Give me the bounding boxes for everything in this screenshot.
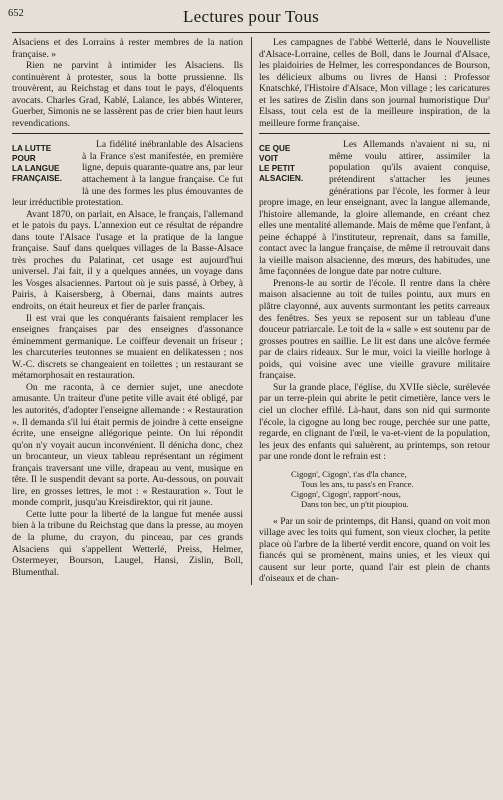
poem-refrain (291, 469, 490, 510)
heading-line: CE QUE (259, 144, 291, 154)
heading-line: FRANÇAISE. (12, 174, 63, 184)
heading-line: ALSACIEN. (259, 174, 304, 184)
paragraph: Cette lutte pour la liberté de la langue fut menée aussi bien à la tribune du Reichstag que dans la presse, au moyen de la plume, du crayon, du pinceau, par ces grands Alsaciens qui s'appellent Wetterlé, Preiss, Helmer, Ostermeyer, Bourson, Laugel, Hansi, Zislin, Boll, Blumenthal. (12, 508, 243, 578)
poem-line: Cigogn', Cigogn', t'as d'la chance, (291, 468, 407, 479)
section-heading-langue (12, 144, 74, 184)
heading-line: POUR (12, 154, 36, 164)
paragraph: Les Allemands n'avaient ni su, ni même voulu attirer, assimiler la population qu'ils avaient conquise, prétendirent s'attacher les jeunes générations par l'école, les former à leur propre image, en leur enseignant, avec la langue allemande, l'histoire allemande, la gloire allemande, en créant chez elles une mentalité allemande. Mais de même que l'enfant, à peine échappé à l'instituteur, reprenait, dans sa famille, contact avec la langue française, de même il retrouvait dans la vieille maison alsacienne, des mœurs, des habitudes, une âme façonnées de longue date par notre culture. (259, 139, 490, 278)
paragraph: Alsaciens et des Lorrains à rester membres de la nation française. » (12, 37, 243, 60)
text-columns (12, 37, 490, 585)
paragraph: La fidélité inébranlable des Alsaciens à la France s'est manifestée, en première ligne, depuis quarante-quatre ans, par leur attachement à la langue française. Ce fut là une des formes les plus émouvantes de leur irréductible protestation. (12, 139, 243, 209)
paragraph: On me raconta, à ce dernier sujet, une anecdote amusante. Un traiteur d'une petite ville avait été obligé, par les autorités, d'adopter l'enseigne allemande : « Restauration ». Il demanda s'il lui était permis de joindre à cette enseigne écrite, une enseigne allégorique peinte. On lui répondit qu'on n'y voyait aucun inconvénient. Il dénicha donc, chez un brocanteur, un vieux tableau représentant un régiment français traversant une ville, drapeau au vent, musique en tête. Il le suspendit devant sa porte. Au-dessous, on pouvait lire, en grosses lettres, le mot : « Restauration ». Tout le monde comprit, jusqu'au Kreisdirektor, qui rit jaune. (12, 381, 243, 509)
paragraph: Les campagnes de l'abbé Wetterlé, dans le Nouvelliste d'Alsace-Lorraine, celles de Boll, dans le Journal d'Alsace, les plaidoiries de Helmer, les correspondances de Bourson, les délicieux albums ou livres de Hansi : Professor Knatschké, l'Histoire d'Alsace, Mon village ; les caricatures et les satires de Zislin dans son journal humoristique Dur' Elsass, tout cela est de la meilleure inspiration, de la meilleure forme française. (259, 37, 490, 129)
column-divider (251, 37, 252, 585)
paragraph: « Par un soir de printemps, dit Hansi, quand on voit mon village avec les toits qui fument, son vieux clocher, la petite place où l'arbre de la liberté verdit encore, quand on voit les fiancés qui se promènent, mains unies, et les vieux qui causent sur leur porte, quand l'air est plein de chants d'oiseaux et de chan- (259, 515, 490, 585)
heading-line: LA LANGUE (12, 164, 60, 174)
right-column (259, 37, 490, 585)
poem-line: Cigogn', Cigogn', rapport'-nous, (291, 489, 401, 500)
page-title: Lectures pour Tous (182, 7, 320, 26)
paragraph: Avant 1870, on parlait, en Alsace, le français, l'allemand et le patois du pays. L'annexion eut ce résultat de répandre dans toute l'Alsace l'usage et la pratique de la langue française. Sauf dans quelques villages de la Basse-Alsace très proches du Palatinat, cet usage est aujourd'hui universel. J'ai fait, il y a quelques années, un voyage dans les Vosges alsaciennes. Partout où je suis passé, à Orbey, à Pairis, à Kaisersberg, à Obernai, dans maints autres endroits, on était heureux et fier de parler français. (12, 208, 243, 313)
section-heading-alsacien (259, 144, 321, 184)
paragraph: Rien ne parvint à intimider les Alsaciens. Ils continuèrent à protester, sous la botte prussienne. Ils trouvèrent, au Reichstag et dans tout le pays, d'éloquents avocats. Charles Grad, Kablé, Lalance, les abbés Winterer, Guerber, Simonis ne se lassèrent pas de crier bien haut leurs revendications. (12, 60, 243, 129)
paragraph: Il est vrai que les conquérants faisaient remplacer les enseignes françaises par des enseignes d'assonance éminemment germanique. Le coiffeur devenait un friseur ; les charcuteries teutonnes se muaient en delikatessen ; nos W.-C. discrets se changeaient en toilettes ; un restaurant se métamorphosait en restauration. (12, 312, 243, 382)
page-number: 652 (8, 8, 24, 19)
heading-line: VOIT (259, 154, 279, 164)
paragraph: Prenons-le au sortir de l'école. Il rentre dans la chère maison alsacienne au toit de tuiles pointu, aux murs en plâtre clayonné, aux auvents surmontant les petits carreaux des fenêtres. Ses yeux se reposent sur un tableau d'une douceur patriarcale. Le toit de la « salle » est soutenu par de grosses poutres en saillie. Le lit est dans une alcôve fermée par de clairs rideaux. Sur le mur, voici la vieille horloge à poids, qui voisine avec une vieille gravure militaire française. (259, 277, 490, 382)
heading-line: LA LUTTE (12, 144, 52, 154)
page-header (8, 6, 490, 33)
section-divider (12, 133, 243, 134)
heading-line: LE PETIT (259, 164, 295, 174)
left-column (12, 37, 243, 585)
poem-line: Dans ton bec, un p'tit pioupiou. (301, 499, 409, 510)
paragraph: Sur la grande place, l'église, du XVIIe siècle, surélevée par un terre-plein qui abrite le petit cimetière, lance vers le ciel un clocher effilé. Là-haut, dans son nid qui surmonte l'école, la cigogne au long bec rouge, perchée sur une patte, regarde, en clignant de l'œil, le va-et-vient de la population, les jeux des enfants qui saluèrent, au printemps, son retour par une ronde dont le refrain est : (259, 381, 490, 463)
section-divider (259, 133, 490, 134)
poem-line: Tous les ans, tu pass's en France. (301, 478, 414, 489)
